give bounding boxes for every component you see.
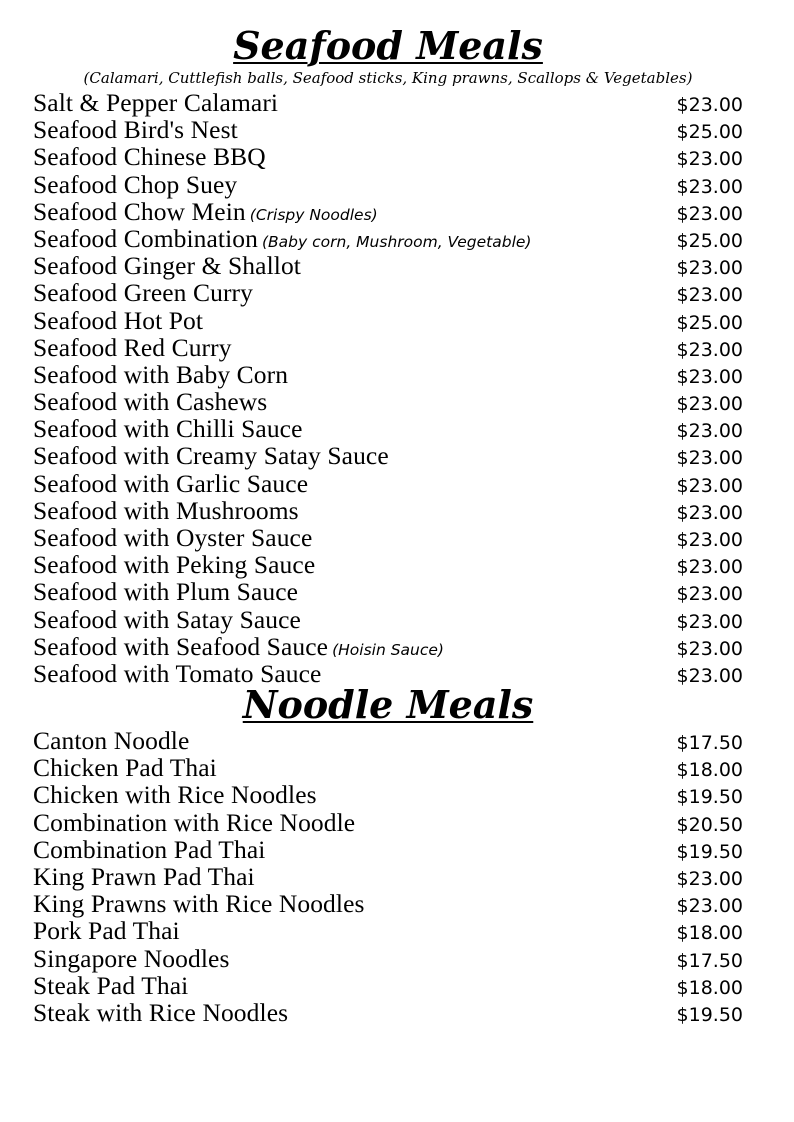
menu-item <box>33 225 743 252</box>
menu-item-price: $18.00 <box>676 759 743 782</box>
menu-item-price: $20.50 <box>676 813 743 836</box>
menu-item <box>33 917 743 944</box>
menu-item-name: King Prawn Pad Thai <box>33 861 255 891</box>
menu-item-name: Seafood Combination <box>33 223 258 253</box>
menu-item <box>33 388 743 415</box>
menu-item <box>33 863 743 890</box>
menu-item <box>33 754 743 781</box>
menu-item <box>33 307 743 334</box>
menu-item-name: Pork Pad Thai <box>33 916 180 946</box>
menu-item-price: $23.00 <box>676 393 743 416</box>
menu-item <box>33 781 743 808</box>
menu-item-name: Seafood Hot Pot <box>33 305 204 335</box>
menu-item-name: Combination with Rice Noodle <box>33 807 356 837</box>
menu-item-price: $25.00 <box>676 229 743 252</box>
menu-item-price: $25.00 <box>676 311 743 334</box>
menu-item-price: $23.00 <box>676 637 743 660</box>
menu-item <box>33 727 743 754</box>
menu-item-name: Steak Pad Thai <box>33 970 189 1000</box>
menu-item <box>33 890 743 917</box>
menu-item-name: Seafood with Cashews <box>33 387 268 417</box>
menu-item-price: $23.00 <box>676 583 743 606</box>
menu-item-name: Seafood with Garlic Sauce <box>33 468 309 498</box>
menu-item-price: $19.50 <box>676 840 743 863</box>
menu-item-price: $23.00 <box>676 529 743 551</box>
menu-item-name: Seafood with Tomato Sauce <box>33 658 322 688</box>
menu-item <box>33 836 743 863</box>
menu-item-price: $23.00 <box>676 94 743 116</box>
menu-item-price: $23.00 <box>676 257 743 280</box>
menu-item <box>33 633 743 660</box>
menu-item <box>33 497 743 524</box>
menu-item <box>33 415 743 442</box>
menu-item-name: Seafood Chop Suey <box>33 169 238 199</box>
menu-item-name: Seafood with Chilli Sauce <box>33 414 303 444</box>
menu-item <box>33 198 743 225</box>
menu-item-price: $23.00 <box>676 365 743 388</box>
menu-item-name: Seafood Bird's Nest <box>33 115 238 145</box>
menu-item-price: $23.00 <box>676 556 743 579</box>
menu-item-name: Steak with Rice Noodles <box>33 997 289 1027</box>
menu-item-name: Chicken Pad Thai <box>33 753 217 783</box>
menu-item-name: Seafood with Mushrooms <box>33 495 299 525</box>
menu-item <box>33 116 743 143</box>
menu-item-name: Singapore Noodles <box>33 943 230 973</box>
menu-item-price: $23.00 <box>676 420 743 443</box>
menu-item-name: Chicken with Rice Noodles <box>33 780 317 810</box>
menu-item-note: (Crispy Noodles) <box>249 205 378 224</box>
seafood-section-title: Seafood Meals <box>233 23 543 68</box>
seafood-menu-list <box>33 89 743 687</box>
menu-item-name: King Prawns with Rice Noodles <box>33 889 365 919</box>
menu-item <box>33 279 743 306</box>
menu-item <box>33 945 743 972</box>
menu-item-price: $19.50 <box>676 1003 743 1026</box>
menu-item-price: $23.00 <box>676 867 743 890</box>
menu-item-price: $23.00 <box>676 610 743 633</box>
menu-item-name: Seafood Red Curry <box>33 332 232 362</box>
menu-item-price: $17.50 <box>676 949 743 972</box>
menu-item-name: Seafood with Satay Sauce <box>33 604 301 634</box>
menu-item-price: $23.00 <box>676 338 743 361</box>
menu-item <box>33 524 743 551</box>
menu-item-title <box>33 999 288 1030</box>
menu-item-price: $19.50 <box>676 786 743 809</box>
menu-item-note: (Hoisin Sauce) <box>332 640 444 659</box>
noodle-section-title: Noodle Meals <box>242 682 534 727</box>
menu-item-price: $23.00 <box>676 895 743 918</box>
menu-item-name: Seafood Ginger & Shallot <box>33 251 301 281</box>
menu-item <box>33 171 743 198</box>
menu-item-price: $23.00 <box>676 447 743 470</box>
menu-item-name: Seafood Green Curry <box>33 278 253 308</box>
menu-item <box>33 606 743 633</box>
menu-item-price: $18.00 <box>676 976 743 999</box>
menu-item <box>33 89 743 116</box>
menu-item-name: Seafood with Peking Sauce <box>33 550 316 580</box>
menu-item-price: $17.50 <box>676 732 743 754</box>
menu-item-price: $25.00 <box>676 121 743 144</box>
menu-item <box>33 361 743 388</box>
menu-item-name: Seafood Chow Mein <box>33 196 246 226</box>
menu-item-name: Seafood with Plum Sauce <box>33 577 299 607</box>
menu-item <box>33 252 743 279</box>
menu-item <box>33 578 743 605</box>
menu-item-name: Seafood Chinese BBQ <box>33 142 266 172</box>
menu-item-name: Seafood with Baby Corn <box>33 359 289 389</box>
menu-item-name: Combination Pad Thai <box>33 834 266 864</box>
menu-item <box>33 143 743 170</box>
menu-item-price: $23.00 <box>676 175 743 198</box>
menu-item-price: $23.00 <box>676 284 743 307</box>
menu-item-name: Seafood with Seafood Sauce <box>33 631 329 661</box>
menu-item-price: $23.00 <box>676 474 743 497</box>
menu-item-price: $23.00 <box>676 148 743 171</box>
menu-item-name: Salt & Pepper Calamari <box>33 88 279 117</box>
noodle-menu-list <box>33 727 743 1026</box>
menu-item-name: Canton Noodle <box>33 726 190 755</box>
menu-item <box>33 442 743 469</box>
menu-item-name: Seafood with Creamy Satay Sauce <box>33 441 389 471</box>
seafood-ingredients-note: (Calamari, Cuttlefish balls, Seafood sticks, King prawns, Scallops & Vegetables) <box>83 69 693 87</box>
menu-item-price: $18.00 <box>676 922 743 945</box>
menu-item-price: $23.00 <box>676 664 743 687</box>
menu-item <box>33 551 743 578</box>
menu-item <box>33 972 743 999</box>
menu-item <box>33 470 743 497</box>
menu-item-name: Seafood with Oyster Sauce <box>33 523 313 552</box>
menu-item-price: $23.00 <box>676 501 743 524</box>
menu-item-price: $23.00 <box>676 202 743 225</box>
menu-item <box>33 809 743 836</box>
menu-item <box>33 334 743 361</box>
menu-item <box>33 999 743 1026</box>
menu-item-note: (Baby corn, Mushroom, Vegetable) <box>262 232 532 251</box>
